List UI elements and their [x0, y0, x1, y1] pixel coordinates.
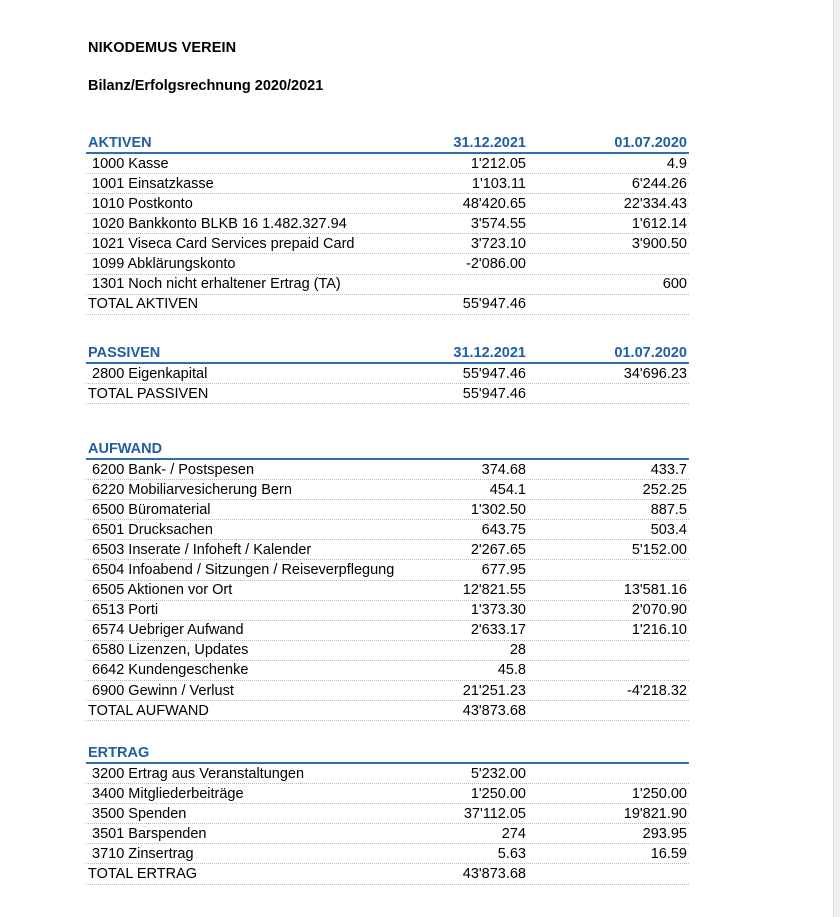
total-label: TOTAL AKTIVEN — [88, 296, 199, 313]
value-31-12-2021: 1'302.50 — [470, 501, 526, 518]
account-label: 1099 Abklärungskonto — [92, 255, 236, 272]
account-label: 6503 Inserate / Infoheft / Kalender — [92, 541, 312, 558]
value-01-07-2020: 503.4 — [650, 521, 687, 538]
value-31-12-2021: 48'420.65 — [462, 195, 526, 212]
total-label: TOTAL AUFWAND — [88, 702, 209, 719]
account-label: 6642 Kundengeschenke — [92, 662, 249, 679]
table-row — [86, 460, 689, 480]
account-label: 6500 Büromaterial — [92, 501, 211, 518]
account-label: 3500 Spenden — [92, 805, 187, 822]
section-aufwand — [86, 440, 689, 721]
table-row — [86, 254, 689, 274]
total-label: TOTAL PASSIVEN — [88, 385, 209, 402]
column-header-01-07-2020: 01.07.2020 — [614, 345, 687, 361]
total-label: TOTAL ERTRAG — [88, 865, 198, 882]
table-row — [86, 621, 689, 641]
value-31-12-2021: 5.63 — [497, 845, 526, 862]
section-title: PASSIVEN — [88, 345, 161, 361]
value-01-07-2020: 3'900.50 — [631, 235, 687, 252]
value-01-07-2020: 34'696.23 — [623, 365, 687, 382]
value-31-12-2021: 2'633.17 — [470, 622, 526, 639]
table-row — [86, 154, 689, 174]
report-title: Bilanz/Erfolgsrechnung 2020/2021 — [88, 78, 324, 94]
total-value-31-12-2021: 43'873.68 — [462, 702, 526, 719]
value-31-12-2021: 3'723.10 — [470, 235, 526, 252]
value-31-12-2021: 21'251.23 — [462, 682, 526, 699]
section-header — [86, 344, 689, 364]
column-header-31-12-2021: 31.12.2021 — [453, 135, 526, 151]
total-value-31-12-2021: 55'947.46 — [462, 385, 526, 402]
value-01-07-2020: 293.95 — [642, 825, 687, 842]
section-title: ERTRAG — [88, 745, 150, 761]
table-row — [86, 681, 689, 701]
table-row — [86, 641, 689, 661]
account-label: 6513 Porti — [92, 602, 159, 619]
table-row — [86, 540, 689, 560]
section-header — [86, 440, 689, 460]
value-31-12-2021: 677.95 — [481, 561, 526, 578]
account-label: 1301 Noch nicht erhaltener Ertrag (TA) — [92, 276, 341, 293]
value-01-07-2020: 16.59 — [650, 845, 687, 862]
value-01-07-2020: -4'218.32 — [626, 682, 687, 699]
value-31-12-2021: 1'212.05 — [470, 155, 526, 172]
table-row — [86, 804, 689, 824]
value-01-07-2020: 5'152.00 — [631, 541, 687, 558]
account-label: 1010 Postkonto — [92, 195, 193, 212]
organization-name: NIKODEMUS VEREIN — [88, 40, 237, 56]
account-label: 3200 Ertrag aus Veranstaltungen — [92, 765, 305, 782]
account-label: 1000 Kasse — [92, 155, 169, 172]
total-row — [86, 701, 689, 721]
column-header-31-12-2021: 31.12.2021 — [453, 345, 526, 361]
total-row — [86, 295, 689, 315]
account-label: 6580 Lizenzen, Updates — [92, 642, 249, 659]
table-row — [86, 500, 689, 520]
total-row — [86, 864, 689, 884]
value-31-12-2021: 45.8 — [497, 662, 526, 679]
table-row — [86, 234, 689, 254]
value-31-12-2021: 2'267.65 — [470, 541, 526, 558]
value-31-12-2021: 454.1 — [489, 481, 526, 498]
account-label: 2800 Eigenkapital — [92, 365, 208, 382]
table-row — [86, 520, 689, 540]
value-01-07-2020: 433.7 — [650, 461, 687, 478]
table-row — [86, 364, 689, 384]
account-label: 1020 Bankkonto BLKB 16 1.482.327.94 — [92, 215, 347, 232]
table-row — [86, 214, 689, 234]
account-label: 6501 Drucksachen — [92, 521, 213, 538]
value-01-07-2020: 2'070.90 — [631, 602, 687, 619]
value-31-12-2021: 1'250.00 — [470, 785, 526, 802]
value-01-07-2020: 887.5 — [650, 501, 687, 518]
account-label: 6220 Mobiliarvesicherung Bern — [92, 481, 292, 498]
table-row — [86, 661, 689, 681]
value-31-12-2021: 274 — [501, 825, 526, 842]
account-label: 3501 Barspenden — [92, 825, 207, 842]
account-label: 6200 Bank- / Postspesen — [92, 461, 255, 478]
value-31-12-2021: 374.68 — [481, 461, 526, 478]
section-header — [86, 744, 689, 764]
table-row — [86, 784, 689, 804]
value-31-12-2021: 1'373.30 — [470, 602, 526, 619]
value-01-07-2020: 252.25 — [642, 481, 687, 498]
section-aktiven — [86, 134, 689, 315]
account-label: 6900 Gewinn / Verlust — [92, 682, 234, 699]
table-row — [86, 174, 689, 194]
value-01-07-2020: 600 — [662, 276, 687, 293]
value-01-07-2020: 13'581.16 — [623, 582, 687, 599]
account-label: 6504 Infoabend / Sitzungen / Reiseverpflegung — [92, 561, 395, 578]
value-01-07-2020: 1'216.10 — [631, 622, 687, 639]
page-edge — [833, 0, 840, 917]
section-title: AUFWAND — [88, 441, 163, 457]
account-label: 3710 Zinsertrag — [92, 845, 194, 862]
value-01-07-2020: 22'334.43 — [623, 195, 687, 212]
value-31-12-2021: -2'086.00 — [465, 255, 526, 272]
total-value-31-12-2021: 43'873.68 — [462, 865, 526, 882]
value-31-12-2021: 643.75 — [481, 521, 526, 538]
table-row — [86, 844, 689, 864]
account-label: 3400 Mitgliederbeiträge — [92, 785, 244, 802]
value-01-07-2020: 6'244.26 — [631, 175, 687, 192]
section-header — [86, 134, 689, 154]
value-31-12-2021: 3'574.55 — [470, 215, 526, 232]
value-01-07-2020: 19'821.90 — [623, 805, 687, 822]
value-31-12-2021: 37'112.05 — [463, 805, 526, 822]
column-header-01-07-2020: 01.07.2020 — [614, 135, 687, 151]
value-01-07-2020: 4.9 — [666, 155, 687, 172]
value-31-12-2021: 12'821.55 — [462, 582, 526, 599]
section-title: AKTIVEN — [88, 135, 152, 151]
value-31-12-2021: 55'947.46 — [462, 365, 526, 382]
table-row — [86, 480, 689, 500]
account-label: 1021 Viseca Card Services prepaid Card — [92, 235, 355, 252]
table-row — [86, 601, 689, 621]
section-ertrag — [86, 744, 689, 885]
table-row — [86, 194, 689, 214]
section-passiven — [86, 344, 689, 404]
table-row — [86, 764, 689, 784]
table-row — [86, 275, 689, 295]
value-31-12-2021: 1'103.11 — [471, 175, 526, 192]
account-label: 6505 Aktionen vor Ort — [92, 582, 233, 599]
value-01-07-2020: 1'250.00 — [631, 785, 687, 802]
table-row — [86, 581, 689, 601]
account-label: 6574 Uebriger Aufwand — [92, 622, 244, 639]
value-01-07-2020: 1'612.14 — [631, 215, 687, 232]
table-row — [86, 560, 689, 580]
table-row — [86, 824, 689, 844]
total-row — [86, 384, 689, 404]
value-31-12-2021: 28 — [509, 642, 526, 659]
account-label: 1001 Einsatzkasse — [92, 175, 214, 192]
value-31-12-2021: 5'232.00 — [470, 765, 526, 782]
total-value-31-12-2021: 55'947.46 — [462, 296, 526, 313]
